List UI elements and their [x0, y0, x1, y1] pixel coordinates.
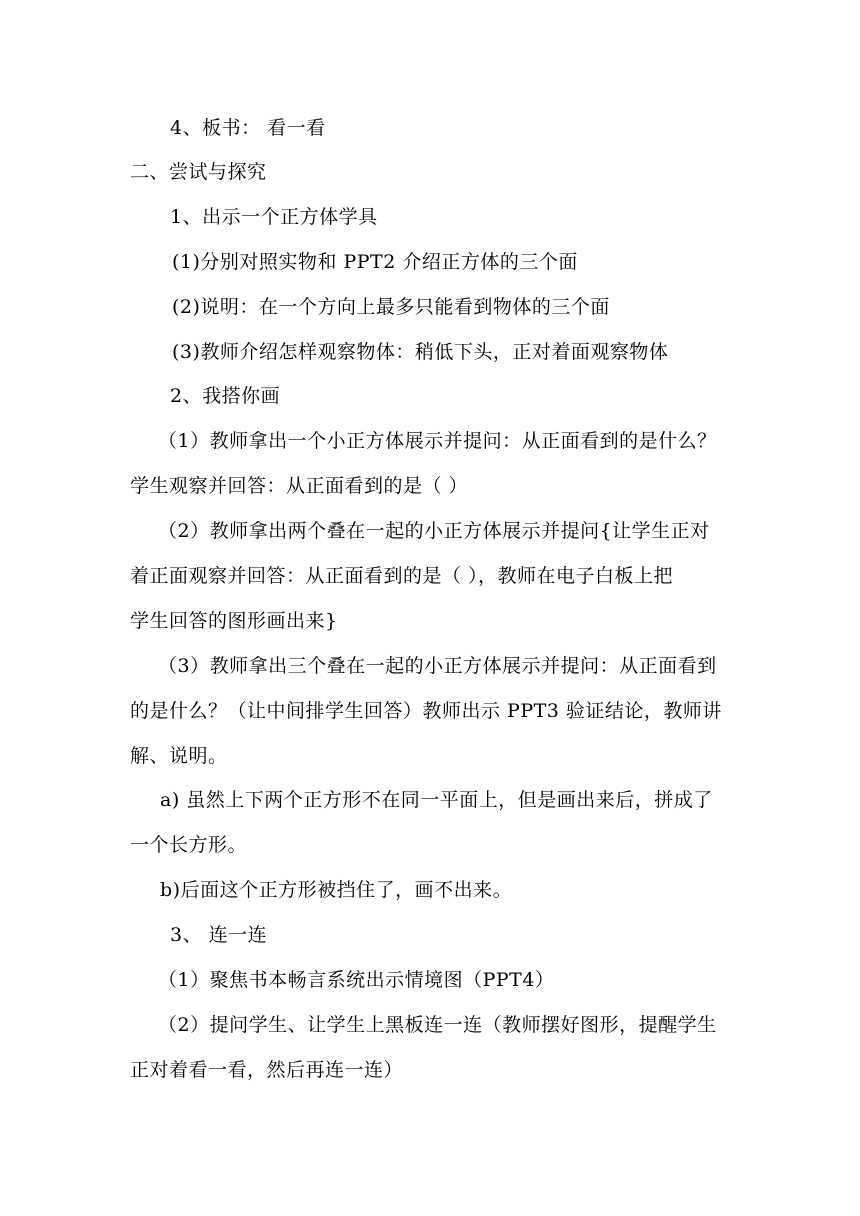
text-line-2-2-cont1: 着正面观察并回答：从正面看到的是（ ），教师在电子白板上把 — [130, 565, 674, 587]
text-line-1-3: (3)教师介绍怎样观察物体：稍低下头，正对着面观察物体 — [172, 341, 669, 363]
text-line-1-2: (2)说明：在一个方向上最多只能看到物体的三个面 — [172, 296, 610, 318]
text-line-board-writing: 4、板书： 看一看 — [170, 117, 326, 139]
text-line-step-2: 2、我搭你画 — [170, 385, 281, 407]
text-line-1-1: (1)分别对照实物和 PPT2 介绍正方体的三个面 — [172, 251, 578, 273]
section-heading-explore: 二、尝试与探究 — [130, 161, 267, 183]
text-line-step-3: 3、 连一连 — [170, 924, 268, 946]
text-line-2-2-cont2: 学生回答的图形画出来} — [130, 610, 338, 632]
text-line-2-1: （1）教师拿出一个小正方体展示并提问：从正面看到的是什么？ — [158, 430, 717, 452]
text-line-a-cont: 一个长方形。 — [130, 834, 248, 856]
text-line-2-3-cont2: 解、说明。 — [130, 745, 228, 767]
text-line-2-3: （3）教师拿出三个叠在一起的小正方体展示并提问：从正面看到 — [158, 655, 717, 677]
text-line-3-2-cont: 正对着看一看，然后再连一连） — [130, 1059, 404, 1081]
text-line-2-1-cont: 学生观察并回答：从正面看到的是（ ） — [130, 475, 469, 497]
text-line-step-1: 1、出示一个正方体学具 — [170, 206, 378, 228]
text-line-3-1: （1）聚焦书本畅言系统出示情境图（PPT4） — [158, 969, 555, 991]
text-line-3-2: （2）提问学生、让学生上黑板连一连（教师摆好图形，提醒学生 — [158, 1014, 717, 1036]
text-line-2-2: （2）教师拿出两个叠在一起的小正方体展示并提问{让学生正对 — [158, 520, 710, 542]
text-line-a: a) 虽然上下两个正方形不在同一平面上，但是画出来后，拼成了 — [160, 789, 713, 811]
text-line-b: b)后面这个正方形被挡住了，画不出来。 — [160, 879, 513, 901]
text-line-2-3-cont1: 的是什么？（让中间排学生回答）教师出示 PPT3 验证结论，教师讲 — [130, 700, 722, 722]
